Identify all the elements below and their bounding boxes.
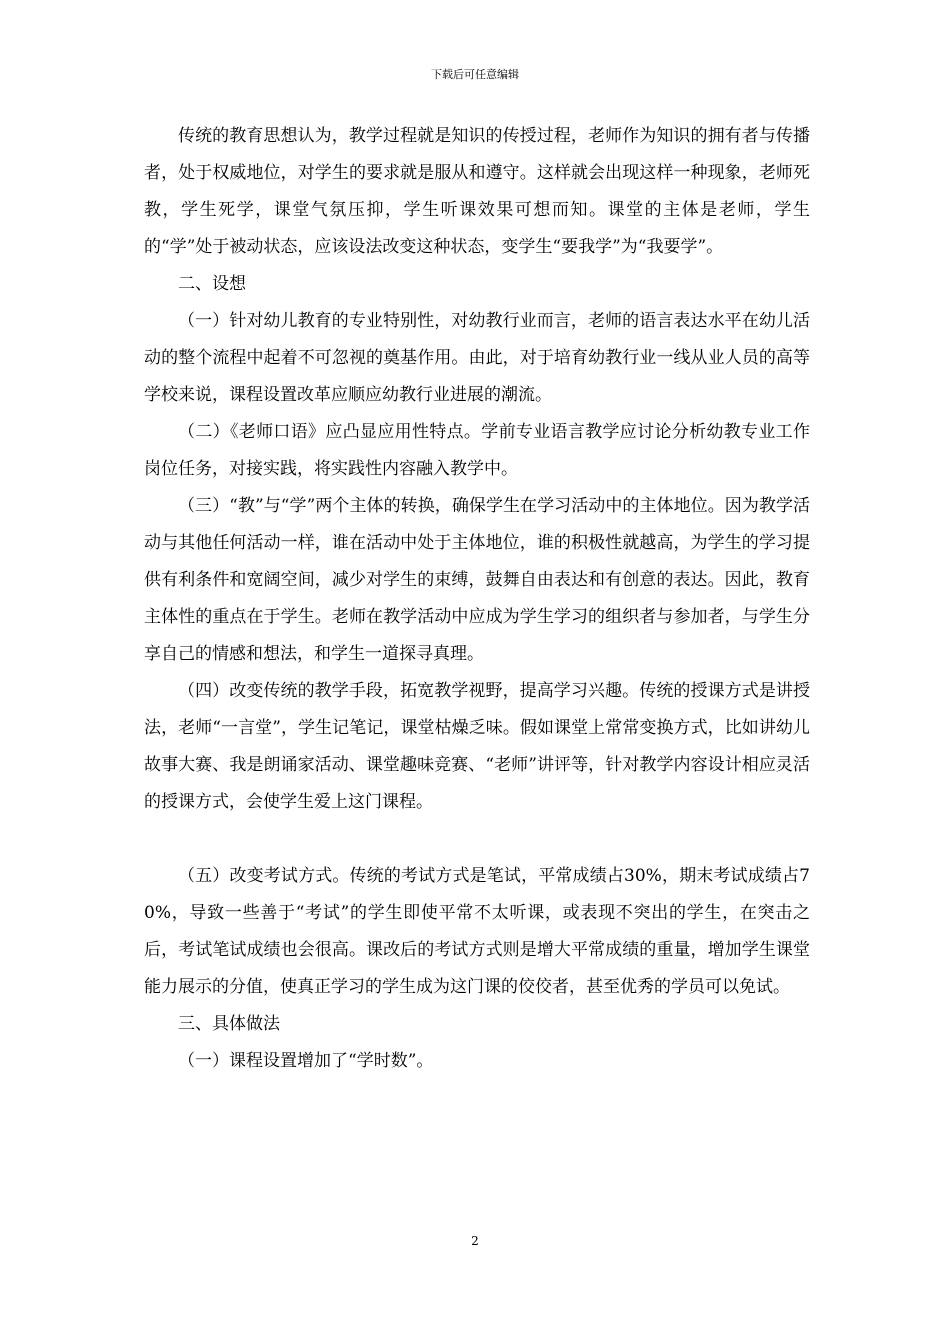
paragraph-method-1: （一）课程设置增加了“学时数”。 bbox=[178, 1051, 434, 1071]
paragraph-idea-1: （一）针对幼儿教育的专业特别性，对幼教行业而言，老师的语言表达水平在幼儿活动的整个流程中起着不可忽视的奠基作用。由此，对于培育幼教行业一线从业人员的高等学校来说，课程设置改革应顺应幼教行业进展的潮流。 bbox=[144, 311, 810, 405]
paragraph-idea-4: （四）改变传统的教学手段，拓宽教学视野，提高学习兴趣。传统的授课方式是讲授法，老师“一言堂”，学生记笔记，课堂枯燥乏味。假如课堂上常常变换方式，比如讲幼儿故事大赛、我是朗诵家活动、课堂趣味竞赛、“老师”讲评等，针对教学内容设计相应灵活的授课方式，会使学生爱上这门课程。 bbox=[144, 681, 810, 812]
paragraph-idea-5: （五）改变考试方式。传统的考试方式是笔试，平常成绩占30%，期末考试成绩占70%，导致一些善于“考试”的学生即使平常不太听课，或表现不突出的学生，在突击之后，考试笔试成绩也会很高。课改后的考试方式则是增大平常成绩的重量，增加学生课堂能力展示的分值，使真正学习的学生成为这门课的佼佼者，甚至优秀的学员可以免试。 bbox=[144, 866, 810, 997]
section-heading-methods: 三、具体做法 bbox=[178, 1014, 280, 1034]
section-heading-ideas: 二、设想 bbox=[178, 274, 246, 294]
paragraph-idea-2: （二）《老师口语》应凸显应用性特点。学前专业语言教学应讨论分析幼教专业工作岗位任务，对接实践，将实践性内容融入教学中。 bbox=[144, 422, 810, 479]
document-body bbox=[144, 118, 810, 1080]
page-number: 2 bbox=[471, 1234, 479, 1248]
page-header: 下载后可任意编辑 bbox=[431, 68, 519, 81]
paragraph-idea-3: （三）“教”与“学”两个主体的转换，确保学生在学习活动中的主体地位。因为教学活动与其他任何活动一样，谁在活动中处于主体地位，谁的积极性就越高，为学生的学习提供有利条件和宽阔空间，减少对学生的束缚，鼓舞自由表达和有创意的表达。因此，教育主体性的重点在于学生。老师在教学活动中应成为学生学习的组织者与参加者，与学生分享自己的情感和想法，和学生一道探寻真理。 bbox=[144, 496, 810, 664]
paragraph-traditional-education: 传统的教育思想认为，教学过程就是知识的传授过程，老师作为知识的拥有者与传播者，处于权威地位，对学生的要求就是服从和遵守。这样就会出现这样一种现象，老师死教，学生死学，课堂气氛压抑，学生听课效果可想而知。课堂的主体是老师，学生的“学”处于被动状态，应该设法改变这种状态，变学生“要我学”为“我要学”。 bbox=[144, 126, 810, 257]
